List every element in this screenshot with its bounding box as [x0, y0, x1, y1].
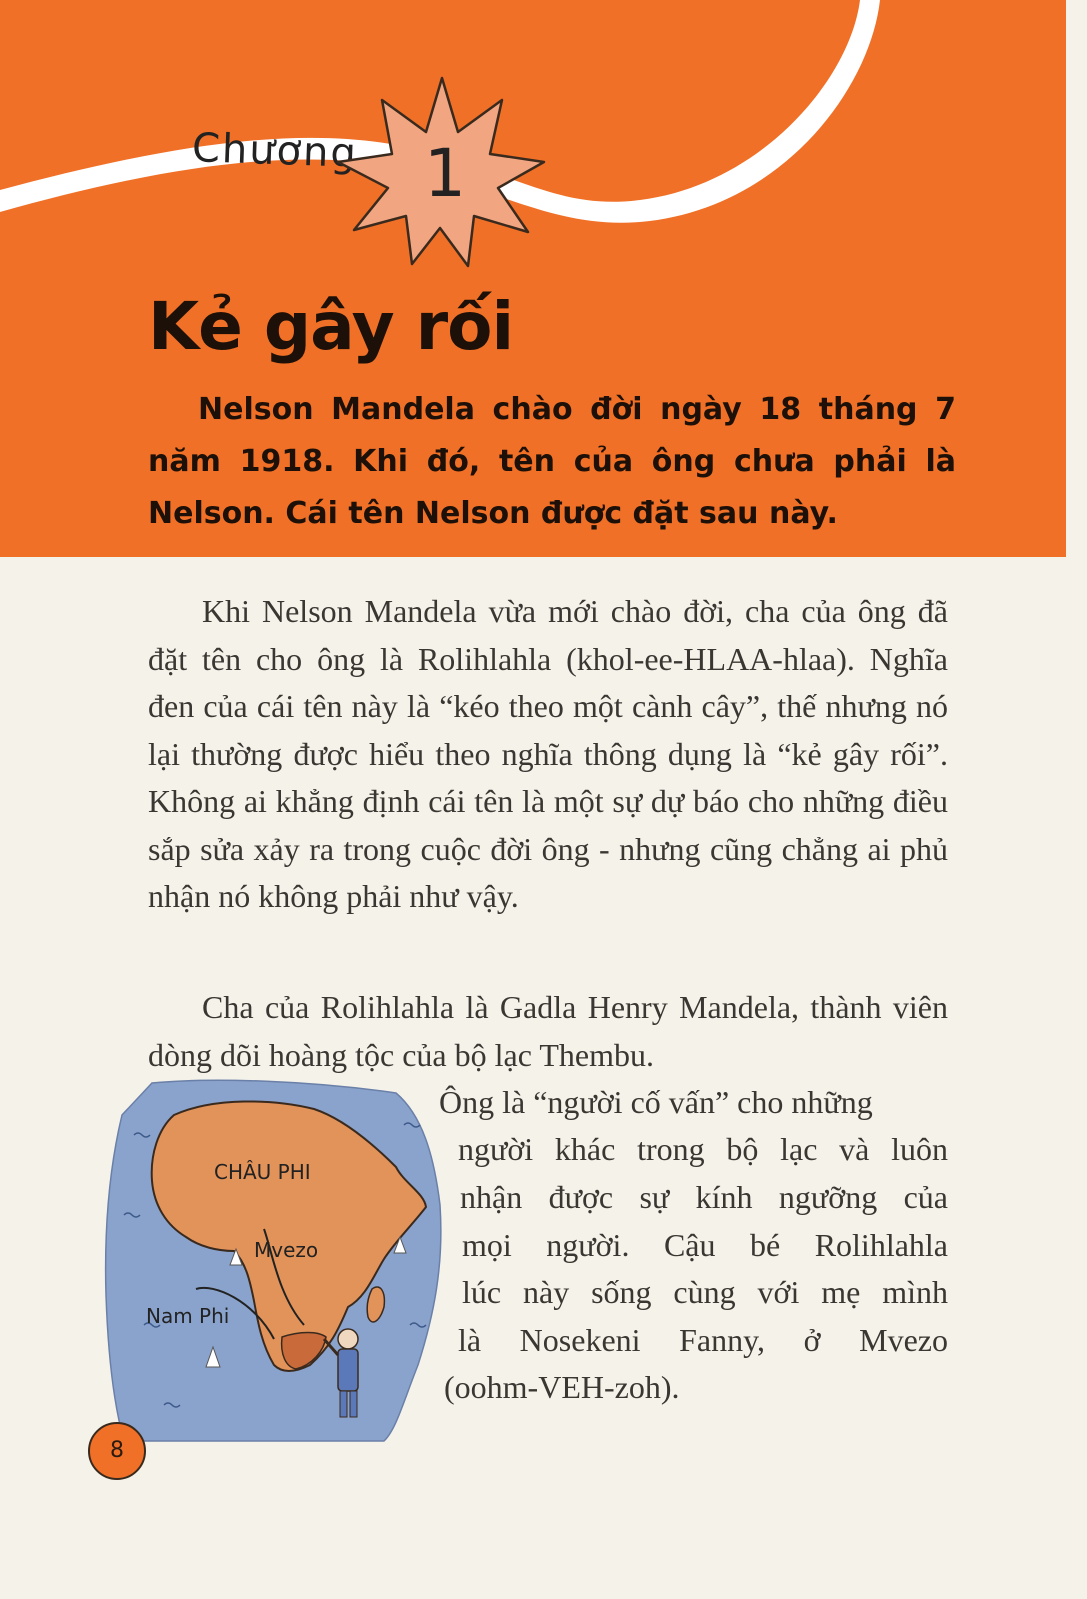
wrap-line: Ông là “người cố vấn” cho những: [439, 1084, 873, 1120]
chapter-intro: Nelson Mandela chào đời ngày 18 tháng 7 năm 1918. Khi đó, tên của ông chưa phải là Nelson. Cái tên Nelson được đặt sau này.: [148, 392, 956, 531]
page-number-badge: 8: [88, 1422, 146, 1480]
paragraph-1: Khi Nelson Mandela vừa mới chào đời, cha của ông đã đặt tên cho ông là Rolihlahla (khol-ee-HLAA-hlaa). Nghĩa đen của cái tên này là “kéo theo một cành cây”, thế nhưng nó lại thường được hiểu theo nghĩa thông dụng là “kẻ gây rối”. Không ai khẳng định cái tên là một sự dự báo cho những điều sắp sửa xảy ra trong cuộc đời ông - nhưng cũng chẳng ai phủ nhận nó không phải như vậy.: [148, 593, 948, 914]
wrap-line: nhận được sự kính ngưỡng của: [460, 1179, 948, 1215]
chapter-word: Chương: [191, 125, 359, 177]
chapter-title: Kẻ gây rối: [148, 288, 514, 365]
chapter-header: [0, 0, 1066, 557]
town-label: Mvezo: [254, 1238, 319, 1262]
africa-map: [104, 1075, 444, 1445]
wrap-line: (oohm-VEH-zoh).: [444, 1369, 680, 1405]
chapter-number: 1: [424, 135, 466, 212]
paragraph-2: Cha của Rolihlahla là Gadla Henry Mandela, thành viên dòng dõi hoàng tộc của bộ lạc Thembu.: [148, 989, 948, 1073]
continent-label: CHÂU PHI: [214, 1160, 311, 1184]
country-label: Nam Phi: [146, 1304, 230, 1328]
wrap-line: người khác trong bộ lạc và luôn: [458, 1131, 948, 1167]
wrap-line: lúc này sống cùng với mẹ mình: [462, 1274, 948, 1310]
wrap-line: mọi người. Cậu bé Rolihlahla: [462, 1227, 948, 1263]
wrap-line: là Nosekeni Fanny, ở Mvezo: [458, 1322, 948, 1358]
